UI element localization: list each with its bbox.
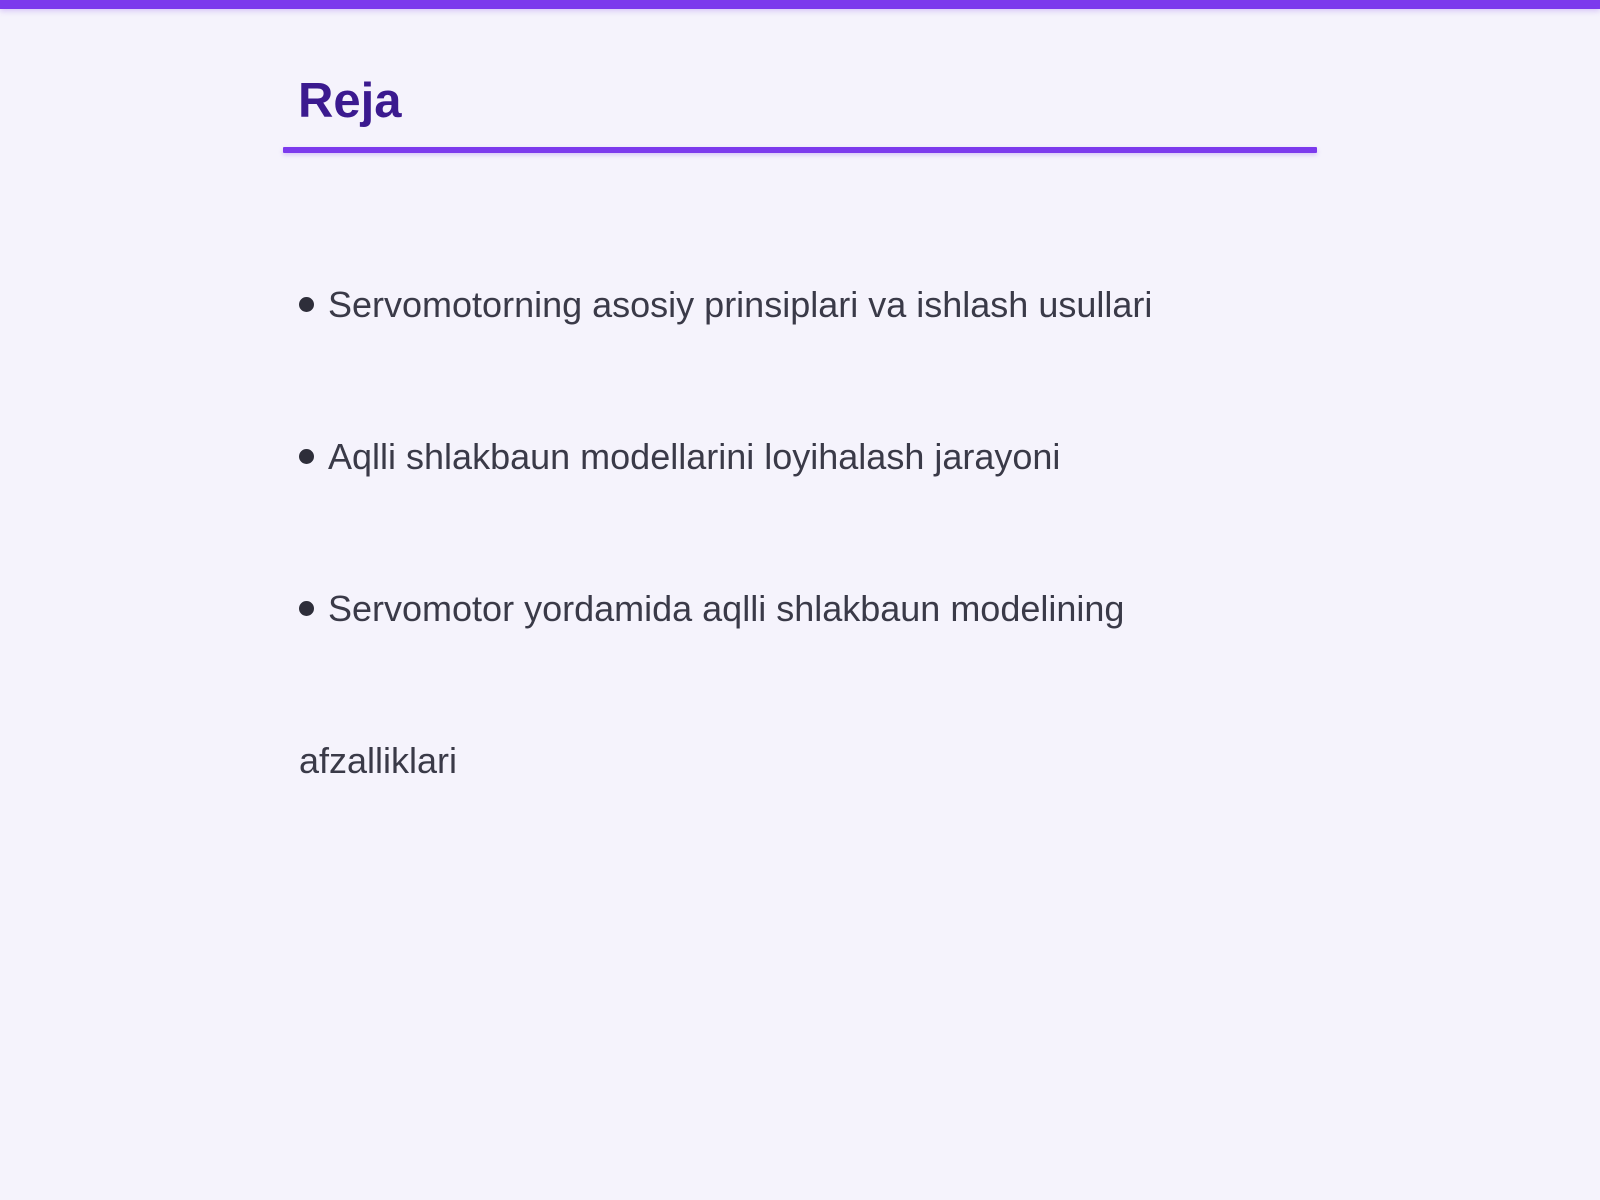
title-underline xyxy=(283,147,1317,153)
bullet-item-text: Servomotorning asosiy prinsiplari va ishlash usullari xyxy=(328,284,1153,325)
bullet-item-text: Aqlli shlakbaun modellarini loyihalash jarayoni xyxy=(328,436,1061,477)
continuation-text: afzalliklari xyxy=(299,740,458,781)
bullet-dot-icon xyxy=(299,601,314,616)
slide-title: Reja xyxy=(298,74,402,128)
bullet-item-continuation xyxy=(299,735,457,787)
bullet-item-advantages xyxy=(299,583,1124,635)
bullet-dot-icon xyxy=(299,449,314,464)
bullet-item-text: Servomotor yordamida aqlli shlakbaun modelining xyxy=(328,588,1125,629)
bullet-dot-icon xyxy=(299,297,314,312)
top-accent-bar xyxy=(0,0,1600,9)
bullet-item-design-process xyxy=(299,431,1060,483)
bullet-item-principles xyxy=(299,279,1152,331)
